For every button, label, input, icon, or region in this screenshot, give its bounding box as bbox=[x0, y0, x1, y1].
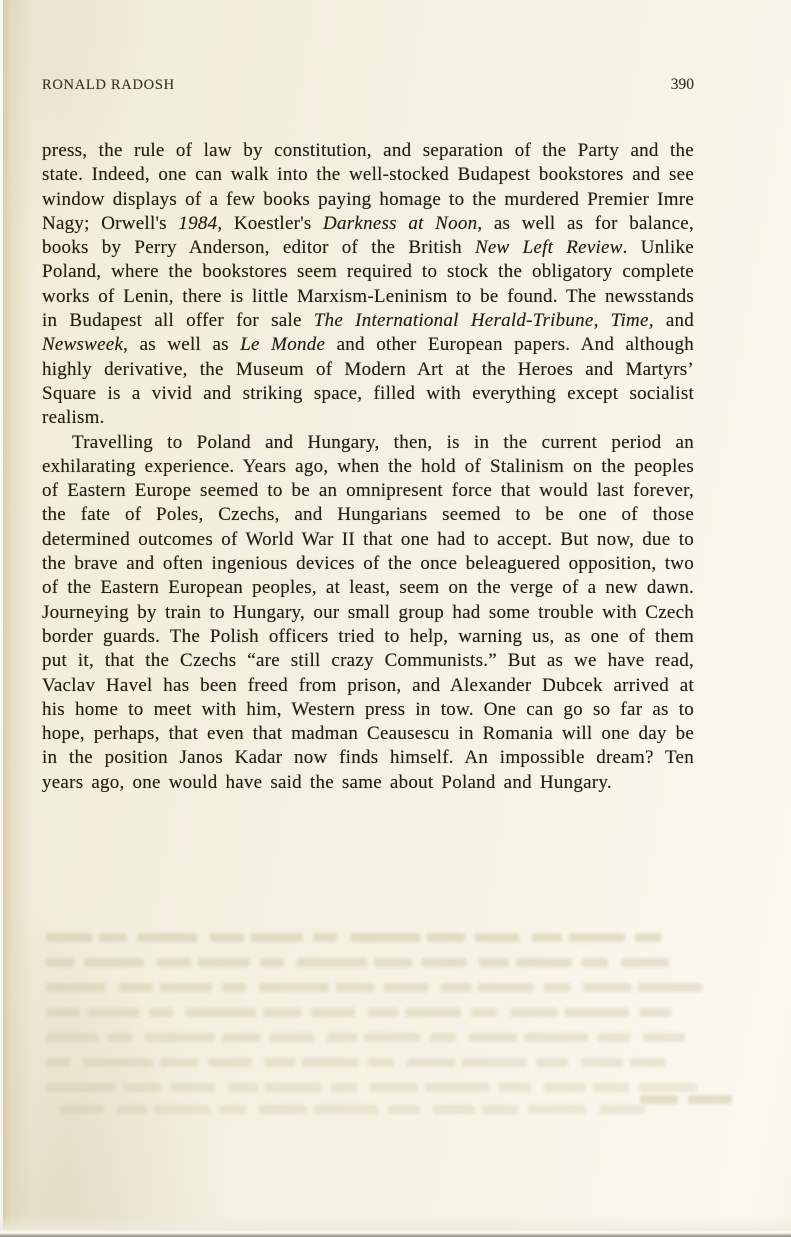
bleed-through-word bbox=[469, 1033, 517, 1042]
bleed-through-word bbox=[639, 1083, 697, 1092]
bleed-through-word bbox=[263, 1008, 301, 1017]
bleed-through-word bbox=[630, 1058, 666, 1067]
bleed-through-word bbox=[157, 958, 191, 967]
italic-title: The International Herald-Tribune, Time, bbox=[313, 310, 654, 332]
bleed-through-word bbox=[117, 1105, 147, 1114]
bleed-through-word bbox=[583, 983, 631, 992]
bleed-through-row bbox=[640, 1090, 750, 1108]
bleed-through-word bbox=[222, 1033, 260, 1042]
italic-title: Newsweek bbox=[42, 334, 124, 356]
bleed-through-word bbox=[544, 983, 570, 992]
bleed-through-row bbox=[46, 928, 690, 946]
bleed-through-word bbox=[441, 983, 471, 992]
bleed-through-word bbox=[251, 933, 303, 942]
bleed-through-word bbox=[482, 1105, 518, 1114]
bleed-through-word bbox=[524, 1033, 588, 1042]
bleed-through-word bbox=[430, 1033, 456, 1042]
bleed-through-word bbox=[60, 1105, 104, 1114]
bleed-through-word bbox=[581, 1058, 623, 1067]
bleed-through-word bbox=[260, 958, 284, 967]
page-body bbox=[42, 139, 694, 795]
bleed-through-word bbox=[83, 1058, 153, 1067]
bleed-through-row bbox=[46, 953, 690, 971]
bleed-through-word bbox=[265, 1083, 321, 1092]
bleed-through-word bbox=[544, 1083, 586, 1092]
bleed-through-word bbox=[46, 958, 74, 967]
page-bottom-edge bbox=[0, 1230, 791, 1237]
bleed-through-word bbox=[297, 958, 367, 967]
bleed-through-word bbox=[259, 983, 329, 992]
bleed-through-row bbox=[46, 1028, 690, 1046]
italic-title: Le Monde bbox=[240, 334, 326, 356]
bleed-through-word bbox=[259, 1105, 307, 1114]
bleed-through-word bbox=[536, 1058, 568, 1067]
bleed-through-word bbox=[46, 1083, 116, 1092]
paragraph-2 bbox=[42, 431, 694, 795]
bleed-through-word bbox=[405, 1008, 461, 1017]
bleed-through-word bbox=[108, 1033, 132, 1042]
italic-title: New Left Review bbox=[474, 237, 623, 259]
bleed-through-word bbox=[422, 958, 466, 967]
bleed-through-word bbox=[119, 983, 153, 992]
bleed-through-word bbox=[350, 933, 420, 942]
bleed-through-word bbox=[331, 1083, 357, 1092]
bleed-through-word bbox=[265, 1058, 295, 1067]
text-run: , as well as for balance, books by Perry Anderson, editor of the British bbox=[42, 212, 694, 259]
bleed-through-word bbox=[368, 1008, 398, 1017]
bleed-through-word bbox=[222, 983, 246, 992]
bleed-through-word bbox=[598, 1033, 630, 1042]
bleed-through-word bbox=[370, 1083, 418, 1092]
bleed-through-word bbox=[471, 1008, 497, 1017]
bleed-through-word bbox=[149, 1008, 173, 1017]
italic-title: Darkness at Noon bbox=[323, 212, 478, 234]
running-header bbox=[42, 76, 694, 94]
bleed-through-word bbox=[314, 1105, 378, 1114]
italic-title: 1984 bbox=[178, 212, 218, 234]
scan-left-edge bbox=[0, 0, 3, 1237]
bleed-through-word bbox=[137, 933, 197, 942]
bleed-through-word bbox=[384, 983, 428, 992]
text-run: and bbox=[653, 310, 695, 332]
bleed-through-word bbox=[593, 1083, 629, 1092]
bleed-through-word bbox=[621, 958, 669, 967]
bleed-through-word bbox=[499, 1083, 531, 1092]
running-header-author: RONALD RADOSH bbox=[42, 77, 175, 93]
bleed-through-word bbox=[388, 1105, 420, 1114]
bleed-through-word bbox=[427, 933, 465, 942]
bleed-through-word bbox=[145, 1033, 215, 1042]
bleed-through-word bbox=[374, 958, 412, 967]
bleed-through-word bbox=[160, 1058, 198, 1067]
bleed-through-word bbox=[210, 933, 244, 942]
bleed-through-word bbox=[46, 983, 106, 992]
bleed-through-word bbox=[368, 1058, 394, 1067]
bleed-through-word bbox=[208, 1058, 252, 1067]
bleed-through-word bbox=[635, 933, 661, 942]
bleed-through-word bbox=[160, 983, 212, 992]
bleed-through-word bbox=[640, 1095, 678, 1104]
bleed-through-word bbox=[407, 1058, 455, 1067]
bleed-through-word bbox=[688, 1095, 732, 1104]
bleed-through-word bbox=[638, 983, 702, 992]
text-run: , as well as bbox=[123, 334, 241, 356]
bleed-through-word bbox=[582, 958, 608, 967]
bleed-through-word bbox=[311, 1008, 355, 1017]
bleed-through-word bbox=[643, 1033, 685, 1042]
bleed-through-word bbox=[569, 933, 625, 942]
bleed-through-word bbox=[516, 958, 572, 967]
bleed-through-word bbox=[123, 1083, 161, 1092]
bleed-through-word bbox=[478, 983, 534, 992]
bleed-through-word bbox=[46, 1033, 98, 1042]
bleed-through-word bbox=[364, 1033, 420, 1042]
text-run: . Unlike Poland, where the bookstores seem required to stock the obligatory complete works of Lenin, there is little Marxism-Leninism to be found. The newsstands in Budapest all offer for sale bbox=[42, 237, 694, 332]
bleed-through-word bbox=[46, 933, 92, 942]
page-bottom-fade bbox=[0, 1215, 791, 1231]
page-number: 390 bbox=[670, 76, 694, 93]
bleed-through-row bbox=[46, 1078, 686, 1096]
bleed-through-word bbox=[479, 958, 509, 967]
bleed-through-row bbox=[46, 1053, 690, 1071]
bleed-through-word bbox=[462, 1058, 526, 1067]
paragraph-1 bbox=[42, 139, 694, 431]
bleed-through-word bbox=[313, 933, 337, 942]
bleed-through-word bbox=[46, 1008, 80, 1017]
bleed-through-word bbox=[220, 1105, 246, 1114]
bleed-through-word bbox=[46, 1058, 70, 1067]
bleed-through-word bbox=[336, 983, 374, 992]
bleed-through-word bbox=[270, 1033, 314, 1042]
bleed-through-row bbox=[46, 1003, 690, 1021]
bleed-through-word bbox=[639, 1008, 671, 1017]
bleed-through-word bbox=[599, 1105, 645, 1114]
bleed-through-word bbox=[565, 1008, 629, 1017]
bleed-through-word bbox=[302, 1058, 358, 1067]
bleed-through-word bbox=[425, 1083, 489, 1092]
bleed-through-word bbox=[532, 933, 562, 942]
bleed-through-word bbox=[228, 1083, 258, 1092]
bleed-through-word bbox=[510, 1008, 558, 1017]
bleed-through-word bbox=[186, 1008, 256, 1017]
bleed-through-word bbox=[84, 958, 144, 967]
text-run: and other European papers. And although highly derivative, the Museum of Modern Art at the Heroes and Martyrs’ Square is a vivid and striking space, filled with everything except socialist realism. bbox=[42, 334, 694, 429]
bleed-through-word bbox=[171, 1083, 215, 1092]
text-run: Travelling to Poland and Hungary, then, is in the current period an exhilarating experience. Years ago, when the hold of Stalinism on the peoples of Eastern Europe seemed to be an omnipresent force that would last forever, the fate of Poles, Czechs, and Hungarians seemed to be one of those determined outcomes of World War II that one had to accept. But now, due to the brave and often ingenious devices of the once beleaguered opposition, two of the Eastern European peoples, at least, seem on the verge of a new dawn. Journeying by train to Hungary, our small group had some trouble with Czech border guards. The Polish officers tried to help, warning us, as one of them put it, that the Czechs “are still crazy Communists.” But as we have read, Vaclav Havel has been freed from prison, and Alexander Dubcek arrived at his home to meet with him, Western press in tow. One can go so far as to hope, perhaps, that even that madman Ceausescu in Romania will one day be in the position Janos Kadar now finds himself. An impossible dream? Ten years ago, one would have said the same about Poland and Hungary. bbox=[42, 431, 694, 793]
bleed-through-word bbox=[87, 1008, 139, 1017]
bleed-through-word bbox=[99, 933, 127, 942]
bleed-through-word bbox=[327, 1033, 357, 1042]
bleed-through-word bbox=[528, 1105, 586, 1114]
bleed-through-word bbox=[154, 1105, 210, 1114]
bleed-through-word bbox=[198, 958, 250, 967]
bleed-through-row bbox=[60, 1100, 660, 1118]
bleed-through-word bbox=[433, 1105, 475, 1114]
text-run: press, the rule of law by constitution, and separation of the Party and the state. Indeed, one can walk into the well-stocked Budapest bookstores and see window displays of a few books paying homage to the murdered Premier Imre Nagy; Orwell's bbox=[42, 140, 694, 234]
bleed-through-row bbox=[46, 978, 690, 996]
bleed-through-word bbox=[475, 933, 519, 942]
text-run: , Koestler's bbox=[217, 212, 324, 234]
